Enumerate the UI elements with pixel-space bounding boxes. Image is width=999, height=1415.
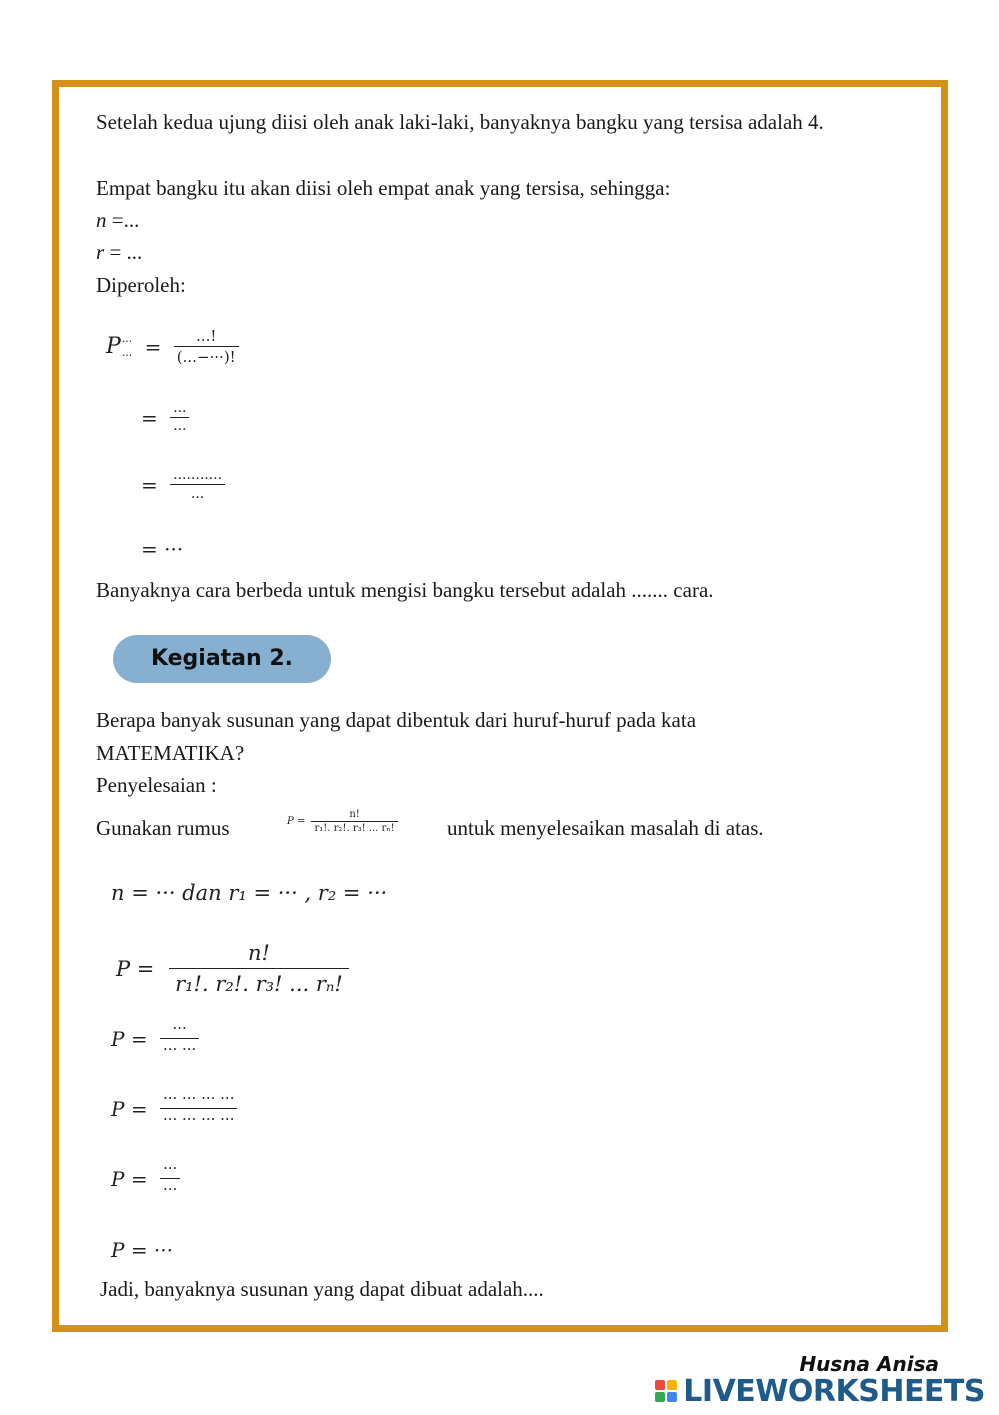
r-line [96,236,904,268]
perm-fraction-3-numerator: ........... [170,466,225,485]
perm-fraction-2-numerator: ... [170,400,189,418]
perm-superscript: ··· [121,334,133,348]
small-formula-denominator: r₁!. r₂!. r₃! ... rₙ! [314,823,395,834]
perm-fraction-1 [174,326,239,367]
n-line [96,204,904,236]
perm-fraction-2-denominator: ... [173,418,187,434]
perm-fraction-1-numerator: ...! [174,326,239,347]
step-2 [111,1088,237,1129]
activity-badge: Kegiatan 2. [113,635,331,683]
perm-scripts [122,336,133,358]
step-1-numerator: ··· [160,1018,199,1039]
obtained-label: Diperoleh: [96,273,186,297]
logo-mark-icon [655,1380,677,1402]
step-3-numerator: ··· [160,1158,180,1179]
main-formula-numerator: n! [169,938,349,969]
step-1-denominator: ··· ··· [162,1040,197,1058]
small-formula [287,808,398,835]
main-formula-lhs: P = [116,956,155,981]
perm-result: = ··· [141,537,184,561]
equals-sign: = [141,405,158,430]
step-2-numerator: ··· ··· ··· ··· [160,1088,238,1109]
perm-symbol: P [106,334,121,359]
step-1-lhs: P = [111,1026,148,1051]
step-2-fraction [160,1088,238,1129]
step-3-denominator: ··· [162,1180,178,1198]
section2-conclusion: Jadi, banyaknya susunan yang dapat dibuat adalah.... [100,1277,544,1301]
logo-square [667,1392,677,1402]
step-2-lhs: P = [111,1096,148,1121]
r-variable: r [96,240,105,264]
logo-text: LIVEWORKSHEETS [683,1373,985,1409]
use-formula-tail: untuk menyelesaikan masalah di atas. [447,816,764,840]
step-2-denominator: ··· ··· ··· ··· [162,1110,235,1128]
small-formula-lhs: P = [287,816,306,827]
intro-paragraph: Setelah kedua ujung diisi oleh anak laki-laki, banyaknya bangku yang tersisa adalah 4. [96,110,824,134]
perm-subscript: ... [121,345,133,359]
step-3 [111,1158,180,1199]
use-formula-text: Gunakan rumus [96,816,230,840]
perm-step-2 [141,400,189,435]
main-formula [116,938,349,999]
n-value: =... [106,208,140,232]
perm-fraction-2 [170,400,189,435]
question-line-1: Berapa banyak susunan yang dapat dibentuk dari huruf-huruf pada kata [96,708,697,732]
logo-square [655,1392,665,1402]
author-signature: Husna Anisa [799,1352,939,1376]
perm-step-3 [141,466,225,503]
small-formula-fraction [311,808,397,835]
perm-fraction-3 [170,466,225,503]
step-1-fraction [160,1018,199,1059]
main-formula-denominator: r₁!. r₂!. r₃! ... rₙ! [175,972,343,996]
logo-square [667,1380,677,1390]
main-formula-fraction [169,938,349,999]
permutation-formula [106,326,239,367]
step-3-fraction [160,1158,180,1199]
variables-line: n = ··· dan r₁ = ··· , r₂ = ··· [111,881,388,905]
perm-fraction-1-denominator: (...−···)! [176,348,236,366]
step-3-lhs: P = [111,1166,148,1191]
section1-conclusion: Banyaknya cara berbeda untuk mengisi bangku tersebut adalah ....... cara. [96,578,714,602]
small-formula-numerator: n! [311,808,397,822]
logo-square [655,1380,665,1390]
equals-sign: = [141,472,158,497]
liveworksheets-logo [655,1373,985,1409]
step-1 [111,1018,199,1059]
r-value: = ... [104,240,143,264]
perm-fraction-3-denominator: ... [190,486,205,502]
statement-line: Empat bangku itu akan diisi oleh empat anak yang tersisa, sehingga: [96,176,671,200]
equals-sign: = [144,334,162,359]
n-variable: n [96,208,107,232]
question-line-2: MATEMATIKA? [96,741,245,765]
solution-label: Penyelesaian : [96,773,217,797]
step-4: P = ··· [111,1238,174,1262]
